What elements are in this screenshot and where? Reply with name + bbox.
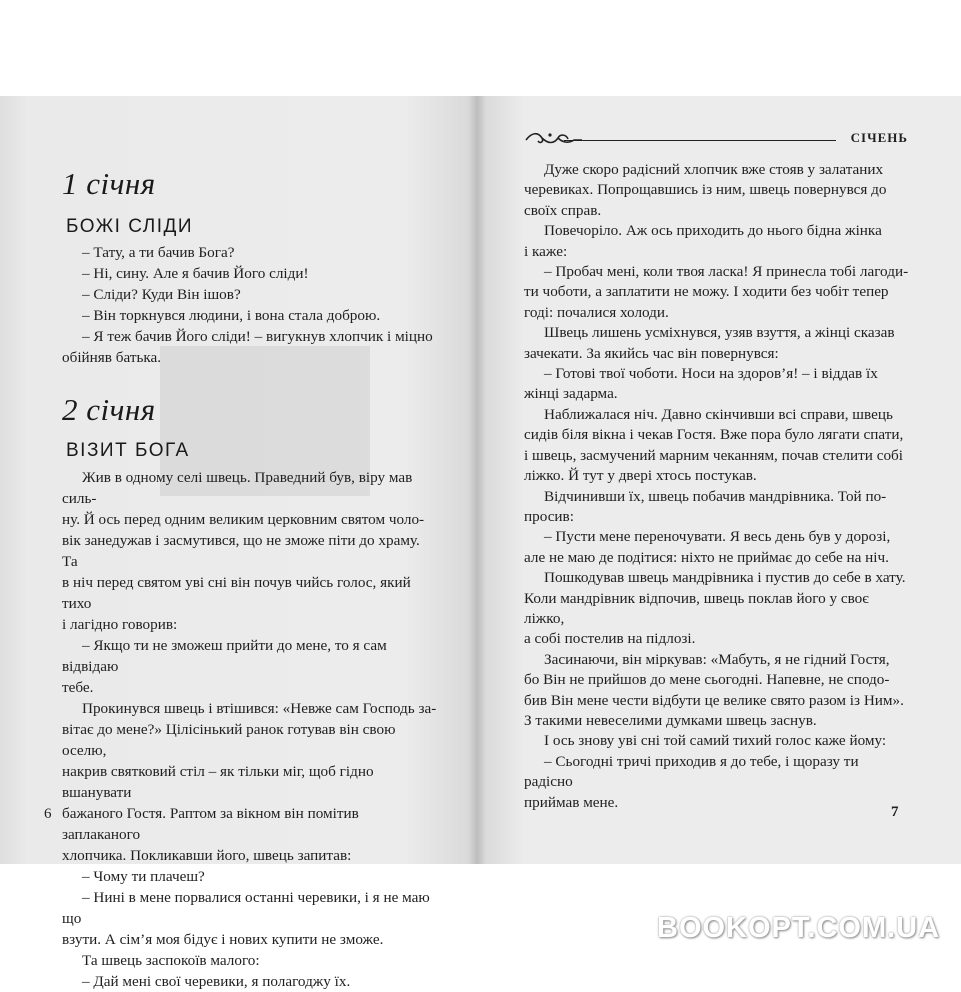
paragraph: і швець, засмучений марним чеканням, почав стелити собі	[524, 446, 903, 464]
book-gutter	[468, 96, 486, 864]
paragraph: бажаного Гостя. Раптом за вікном він помітив заплаканого	[62, 805, 359, 843]
paragraph: Засинаючи, він міркував: «Мабуть, я не гідний Гостя,	[544, 650, 890, 668]
right-page-text	[524, 160, 910, 813]
running-head	[524, 128, 908, 150]
paragraph: Повечоріло. Аж ось приходить до нього бідна жінка	[544, 222, 882, 240]
paragraph: Та швець заспокоїв малого:	[82, 952, 260, 969]
paragraph: хлопчика. Покликавши його, швець запитав:	[62, 847, 352, 864]
paragraph: Наближалася ніч. Давно скінчивши всі справи, швець	[544, 405, 893, 423]
paragraph: ну. Й ось перед одним великим церковним святом чоло-	[62, 511, 425, 528]
paragraph: бо Він не прийшов до мене сьогодні. Напевне, не сподо-	[524, 671, 890, 689]
page-number-right: 7	[891, 804, 899, 820]
paragraph: – Дай мені свої черевики, я полагоджу їх.	[82, 973, 351, 990]
paragraph: – Якщо ти не зможеш прийти до мене, то я сам відвідаю	[62, 637, 387, 675]
paragraph: – Готові твої чоботи. Носи на здоров’я! – і віддав їх	[544, 365, 878, 383]
paragraph: приймав мене.	[524, 793, 619, 811]
paragraph: бив Він мене чести відбути це велике свято разом із Ним».	[524, 691, 904, 709]
paragraph: зачекати. За якийсь час він повернувся:	[524, 344, 779, 362]
paragraph: – Сьогодні тричі приходив я до тебе, і щоразу ти радісно	[524, 752, 859, 791]
paragraph: просив:	[524, 507, 574, 525]
story-1-text	[62, 242, 438, 368]
story-title-2: ВІЗИТ БОГА	[66, 440, 190, 461]
paragraph: а собі постелив на підлозі.	[524, 630, 696, 648]
paragraph: вік занедужав і засмутився, що не зможе піти до храму. Та	[62, 532, 420, 570]
paragraph: З такими невеселими думками швець заснув.	[524, 711, 817, 729]
paragraph: і лагідно говорив:	[62, 616, 178, 633]
paragraph: але не маю де подітися: ніхто не приймає до себе на ніч.	[524, 548, 889, 566]
paragraph: ти чоботи, а заплатити не можу. І ходити без чобіт тепер	[524, 283, 889, 301]
left-page	[0, 96, 476, 990]
paragraph: – Пусти мене переночувати. Я весь день був у дорозі,	[544, 528, 891, 546]
paragraph: Дуже скоро радісний хлопчик вже стояв у залатаних	[544, 161, 884, 178]
paragraph: годі: почалися холоди.	[524, 303, 669, 321]
paragraph: Пошкодував швець мандрівника і пустив до себе в хату.	[544, 569, 906, 587]
paragraph: ліжко. Й тут у двері хтось постукав.	[524, 467, 757, 485]
paragraph: І ось знову уві сні той самий тихий голос каже йому:	[544, 732, 887, 750]
paragraph: – Ні, сину. Але я бачив Його сліди!	[82, 265, 309, 282]
paragraph: Швець лишень усміхнувся, узяв взуття, а жінці сказав	[544, 324, 895, 342]
watermark-text: BOOKOPT.COM.UA	[657, 912, 941, 944]
paragraph: Коли мандрівник відпочив, швець поклав його у своє ліжко,	[524, 589, 869, 627]
paragraph: – Сліди? Куди Він ішов?	[82, 286, 241, 303]
day-heading-1: 1 січня	[62, 166, 156, 201]
paragraph: сидів біля вікна і чекав Гостя. Вже пора було лягати спати,	[524, 426, 904, 444]
paragraph: в ніч перед святом уві сні він почув чийсь голос, який тихо	[62, 574, 411, 612]
running-head-label: СІЧЕНЬ	[850, 130, 908, 145]
paragraph: Жив в одному селі швець. Праведний був, віру мав силь-	[62, 469, 413, 507]
day-heading-2: 2 січня	[62, 392, 156, 427]
paragraph: тебе.	[62, 679, 94, 696]
paragraph: накрив святковий стіл – як тільки міг, щоб гідно вшанувати	[62, 763, 374, 801]
running-head-rule	[564, 140, 836, 141]
paragraph: – Пробач мені, коли твоя ласка! Я принесла тобі лагоди-	[544, 263, 909, 281]
paragraph: обійняв батька.	[62, 349, 162, 366]
story-2-text	[62, 467, 438, 992]
paragraph: своїх справ.	[524, 201, 602, 219]
ornament-icon	[524, 128, 584, 150]
story-title-1: БОЖІ СЛІДИ	[66, 216, 194, 237]
paragraph: Прокинувся швець і втішився: «Невже сам Господь за-	[82, 700, 437, 717]
paragraph: черевиках. Попрощавшись із ним, швець повернувся до	[524, 181, 887, 199]
paragraph: жінці задарма.	[524, 385, 618, 403]
paragraph: Відчинивши їх, швець побачив мандрівника. Той по-	[544, 487, 887, 505]
paragraph: – Тату, а ти бачив Бога?	[82, 244, 235, 261]
paragraph: – Нині в мене порвалися останні черевики, і я не маю що	[62, 889, 430, 927]
paragraph: і каже:	[524, 242, 568, 260]
paragraph: – Він торкнувся людини, і вона стала доброю.	[82, 307, 381, 324]
paragraph: – Я теж бачив Його сліди! – вигукнув хлопчик і міцно	[82, 328, 433, 345]
paragraph: взути. А сім’я моя бідує і нових купити не зможе.	[62, 931, 384, 948]
paragraph: – Чому ти плачеш?	[82, 868, 205, 885]
paragraph: вітає до мене?» Цілісінький ранок готував він свою оселю,	[62, 721, 396, 759]
page-number-left: 6	[44, 806, 52, 822]
